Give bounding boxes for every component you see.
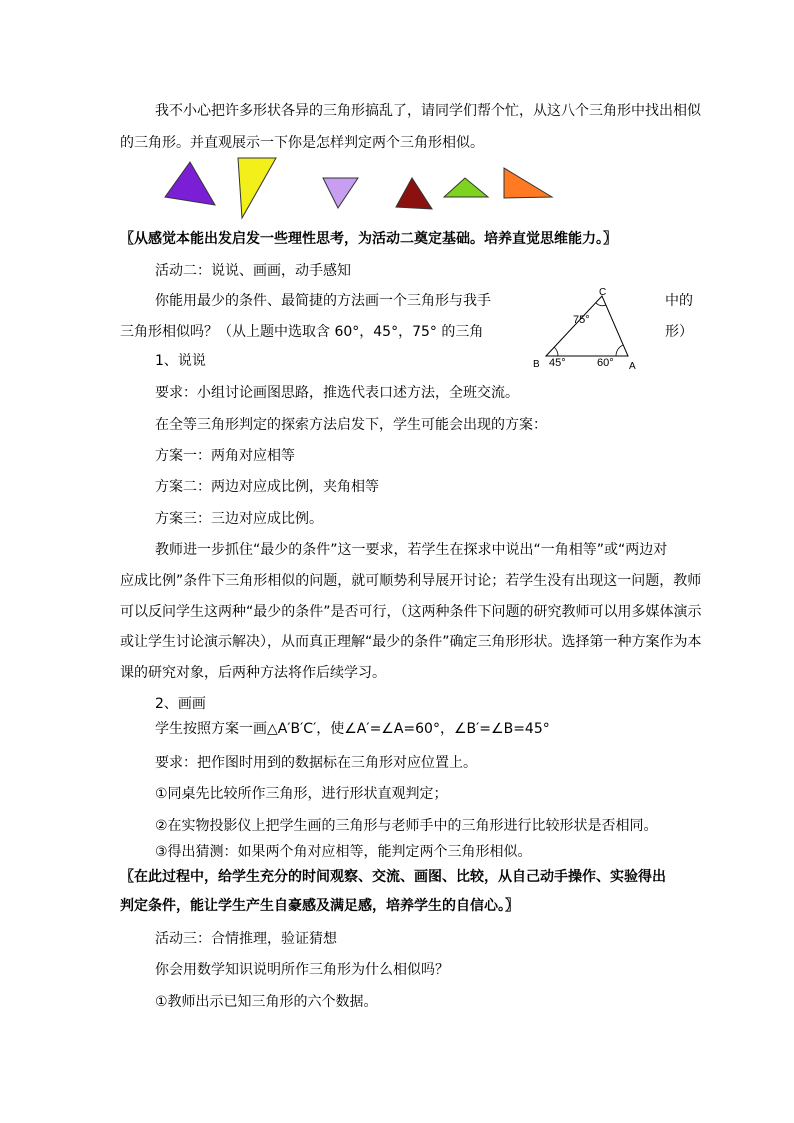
section-heading: 2、画画 [155, 696, 206, 712]
paragraph: 中的 [665, 293, 693, 309]
triangle-abc [546, 296, 628, 356]
step-item: ②在实物投影仪上把学生画的三角形与老师手中的三角形进行比较形状是否相同。 [155, 818, 658, 834]
angle-arc-c [596, 303, 606, 306]
vertex-a-label: A [629, 361, 636, 372]
plan-item: 方案二：两边对应成比例，夹角相等 [155, 479, 379, 495]
paragraph: 学生按照方案一画△A′B′C′，使∠A′=∠A=60°，∠B′=∠B=45° [155, 721, 550, 737]
step-item: ①同桌先比较所作三角形，进行形状直观判定； [155, 786, 448, 802]
lavender-triangle [323, 178, 358, 208]
paragraph: 课的研究对象，后两种方法将作后续学习。 [120, 665, 386, 681]
section-heading: 1、说说 [155, 353, 206, 369]
paragraph: 要求：把作图时用到的数据标在三角形对应位置上。 [155, 755, 477, 771]
angle-c-label: 75° [573, 314, 590, 326]
vertex-c-label: C [599, 287, 607, 298]
angle-b-label: 45° [549, 357, 566, 369]
plan-item: 方案一：两角对应相等 [155, 448, 295, 464]
paragraph: 在全等三角形判定的探索方法启发下，学生可能会出现的方案： [155, 417, 547, 433]
angle-arc-a [616, 345, 623, 356]
paragraph: 的三角形。并直观展示一下你是怎样判定两个三角形相似。 [120, 135, 484, 151]
activity-heading: 活动三：合情推理，验证猜想 [155, 931, 337, 947]
purple-triangle [165, 162, 215, 205]
maroon-triangle [396, 178, 432, 209]
paragraph: 可以反问学生这两种“最少的条件”是否可行，（这两种条件下问题的研究教师可以用多媒体演示 [120, 604, 702, 620]
step-item: ③得出猜测：如果两个角对应相等，能判定两个三角形相似。 [155, 844, 532, 860]
angle-arc-b [554, 347, 558, 356]
paragraph: 三角形相似吗？（从上题中选取含 60°，45°，75° 的三角 [120, 324, 484, 340]
design-note: 〖在此过程中，给学生充分的时间观察、交流、画图、比较，从自己动手操作、实验得出 [120, 869, 666, 885]
orange-triangle [504, 168, 552, 198]
paragraph: 或让学生讨论演示解决），从而真正理解“最少的条件”确定三角形形状。选择第一种方案作为本 [120, 634, 702, 650]
plan-item: 方案三：三边对应成比例。 [155, 511, 323, 527]
design-note: 判定条件，能让学生产生自豪感及满足感，培养学生的自信心。〗 [120, 898, 519, 914]
triangles-illustration [160, 150, 560, 225]
reference-triangle-figure [525, 282, 645, 372]
paragraph: 应成比例”条件下三角形相似的问题，就可顺势利导展开讨论；若学生没有出现这一问题，教师 [120, 573, 702, 589]
angle-a-label: 60° [597, 357, 614, 369]
activity-heading: 活动二：说说、画画，动手感知 [155, 263, 351, 279]
design-note: 〖从感觉本能出发启发一些理性思考，为活动二奠定基础。培养直觉思维能力。〗 [120, 231, 617, 247]
step-item: ①教师出示已知三角形的六个数据。 [155, 994, 378, 1010]
paragraph: 教师进一步抓住“最少的条件”这一要求，若学生在探求中说出“一角相等”或“两边对 [155, 542, 668, 558]
green-triangle [444, 178, 488, 197]
paragraph: 你能用最少的条件、最简捷的方法画一个三角形与我手 [155, 293, 491, 309]
paragraph: 你会用数学知识说明所作三角形为什么相似吗？ [155, 962, 449, 978]
yellow-triangle [238, 158, 276, 218]
paragraph: 我不小心把许多形状各异的三角形搞乱了，请同学们帮个忙，从这八个三角形中找出相似 [155, 103, 701, 119]
paragraph: 要求：小组讨论画图思路，推选代表口述方法，全班交流。 [155, 385, 519, 401]
paragraph: 形） [665, 324, 693, 340]
vertex-b-label: B [533, 359, 540, 370]
